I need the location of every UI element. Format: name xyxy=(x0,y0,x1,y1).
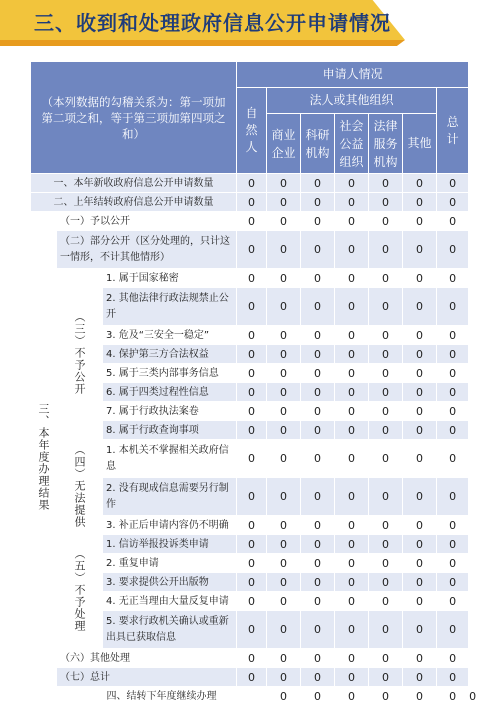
cell-value: 0 xyxy=(437,402,469,421)
cell-value: 0 xyxy=(403,649,437,668)
cell-value: 0 xyxy=(237,535,267,554)
cell-value: 0 xyxy=(267,649,301,668)
cell-value: 0 xyxy=(267,478,301,516)
row-label: 3. 要求提供公开出版物 xyxy=(103,573,237,592)
cell-value: 0 xyxy=(335,611,369,649)
cell-value: 0 xyxy=(403,269,437,288)
cell-value: 0 xyxy=(267,573,301,592)
cell-value: 0 xyxy=(335,649,369,668)
cell-value: 0 xyxy=(301,212,335,231)
cell-value: 0 xyxy=(437,478,469,516)
header-row-1 xyxy=(31,62,469,88)
cell-value: 0 xyxy=(369,326,403,345)
cell-value: 0 xyxy=(403,573,437,592)
cell-value: 0 xyxy=(369,364,403,383)
cell-value: 0 xyxy=(267,364,301,383)
row-label: 8. 属于行政查询事项 xyxy=(103,421,237,440)
cell-value: 0 xyxy=(437,212,469,231)
cell-value: 0 xyxy=(335,516,369,535)
table-row: 四、结转下年度继续办理 0 0 0 0 0 0 0 xyxy=(31,687,469,706)
cell-value: 0 xyxy=(403,364,437,383)
cell-value: 0 xyxy=(335,383,369,402)
row-label: 5. 属于三类内部事务信息 xyxy=(103,364,237,383)
cell-value: 0 xyxy=(403,212,437,231)
cell-value: 0 xyxy=(403,535,437,554)
section-title: 三、收到和处理政府信息公开申请情况 xyxy=(34,11,391,35)
cell-value: 0 xyxy=(437,554,469,573)
cell-value: 0 xyxy=(369,193,403,212)
row-label: 4. 无正当理由大量反复申请 xyxy=(103,592,237,611)
cell-value: 0 xyxy=(335,478,369,516)
cell-value: 0 xyxy=(369,611,403,649)
cell-value: 0 xyxy=(437,269,469,288)
cell-value: 0 xyxy=(237,554,267,573)
row-label: 3. 危及“三安全一稳定” xyxy=(103,326,237,345)
table-row xyxy=(31,193,469,212)
cell-value: 0 xyxy=(335,554,369,573)
row-label: 1. 信访举报投诉类申请 xyxy=(103,535,237,554)
cell-value: 0 xyxy=(267,421,301,440)
cell-value: 0 xyxy=(237,193,267,212)
cell-value: 0 xyxy=(369,402,403,421)
cell-value: 0 xyxy=(301,516,335,535)
banner-shadow xyxy=(0,40,405,46)
cell-value: 0 xyxy=(267,516,301,535)
cell-value: 0 xyxy=(403,174,437,193)
row-label: 2. 其他法律行政法规禁止公开 xyxy=(103,288,237,326)
header-research: 科研机构 xyxy=(301,114,335,174)
cell-value: 0 xyxy=(237,212,267,231)
row-label: 1. 本机关不掌握相关政府信息 xyxy=(103,440,237,478)
cell-value: 0 xyxy=(403,288,437,326)
cell-value: 0 xyxy=(403,193,437,212)
cell-value: 0 xyxy=(267,288,301,326)
cell-value: 0 xyxy=(437,592,469,611)
header-legal-service: 法律服务机构 xyxy=(369,114,403,174)
cell-value: 0 xyxy=(335,269,369,288)
cell-value: 0 xyxy=(237,402,267,421)
cell-value: 0 xyxy=(369,212,403,231)
table-row xyxy=(31,535,469,554)
row-label: 7. 属于行政执法案卷 xyxy=(103,402,237,421)
cell-value: 0 xyxy=(369,421,403,440)
row-label: 二、上年结转政府信息公开申请数量 xyxy=(31,193,237,212)
table-row xyxy=(31,668,469,687)
cell-value: 0 xyxy=(237,364,267,383)
cell-value: 0 xyxy=(403,421,437,440)
cell-value: 0 xyxy=(267,231,301,269)
cell-value: 0 xyxy=(437,573,469,592)
group-label-g3-4: （四）无法提供 xyxy=(57,440,103,535)
cell-value: 0 xyxy=(237,326,267,345)
cell-value: 0 xyxy=(369,668,403,687)
cell-value: 0 xyxy=(437,611,469,649)
cell-value: 0 xyxy=(237,440,267,478)
cell-value: 0 xyxy=(335,687,369,706)
cell-value: 0 xyxy=(267,212,301,231)
info-disclosure-table xyxy=(30,61,477,706)
cell-value: 0 xyxy=(301,383,335,402)
header-commercial: 商业企业 xyxy=(267,114,301,174)
group-label-g3: 三、本年度办理结果 xyxy=(31,212,57,706)
header-applicant: 申请人情况 xyxy=(237,62,469,88)
cell-value: 0 xyxy=(335,231,369,269)
cell-value: 0 xyxy=(301,687,335,706)
cell-value: 0 xyxy=(335,668,369,687)
row-label: 一、本年新收政府信息公开申请数量 xyxy=(31,174,237,193)
cell-value: 0 xyxy=(369,687,403,706)
header-total: 总计 xyxy=(437,88,469,174)
cell-value: 0 xyxy=(335,535,369,554)
cell-value: 0 xyxy=(237,383,267,402)
cell-value: 0 xyxy=(267,687,301,706)
cell-value: 0 xyxy=(437,326,469,345)
row-label: 2. 没有现成信息需要另行制作 xyxy=(103,478,237,516)
cell-value: 0 xyxy=(403,687,437,706)
cell-value: 0 xyxy=(335,440,369,478)
cell-value: 0 xyxy=(301,421,335,440)
cell-value: 0 xyxy=(369,383,403,402)
cell-value: 0 xyxy=(301,402,335,421)
cell-value: 0 xyxy=(267,193,301,212)
cell-value: 0 xyxy=(437,516,469,535)
cell-value: 0 xyxy=(237,573,267,592)
cell-value: 0 xyxy=(267,326,301,345)
cell-value: 0 xyxy=(369,269,403,288)
cell-value: 0 xyxy=(437,649,469,668)
cell-value: 0 xyxy=(267,269,301,288)
cell-value: 0 xyxy=(369,174,403,193)
row-label: 6. 属于四类过程性信息 xyxy=(103,383,237,402)
cell-value: 0 xyxy=(237,592,267,611)
table-row xyxy=(31,174,469,193)
cell-value: 0 xyxy=(301,345,335,364)
cell-value: 0 xyxy=(301,649,335,668)
cell-value: 0 xyxy=(267,402,301,421)
cell-value: 0 xyxy=(437,193,469,212)
cell-value: 0 xyxy=(301,611,335,649)
cell-value: 0 xyxy=(237,174,267,193)
group-label-g3-5: （五）不予处理 xyxy=(57,535,103,649)
cell-value: 0 xyxy=(335,326,369,345)
row-label: （七）总计 xyxy=(57,668,237,687)
table-row xyxy=(31,231,469,269)
header-other: 其他 xyxy=(403,114,437,174)
row-label: 2. 重复申请 xyxy=(103,554,237,573)
cell-value: 0 xyxy=(369,288,403,326)
cell-value: 0 xyxy=(437,364,469,383)
cell-value: 0 xyxy=(369,573,403,592)
cell-value: 0 xyxy=(301,326,335,345)
cell-value: 0 xyxy=(403,668,437,687)
cell-value: 0 xyxy=(437,288,469,326)
cell-value: 0 xyxy=(403,592,437,611)
cell-value: 0 xyxy=(403,345,437,364)
row-label: （六）其他处理 xyxy=(57,649,237,668)
cell-value: 0 xyxy=(335,288,369,326)
row-label: 5. 要求行政机关确认或重新出具已获取信息 xyxy=(103,611,237,649)
cell-value: 0 xyxy=(369,649,403,668)
cell-value: 0 xyxy=(403,231,437,269)
cell-value: 0 xyxy=(301,193,335,212)
header-note: （本列数据的勾稽关系为：第一项加第二项之和，等于第三项加第四项之和） xyxy=(31,62,237,174)
cell-value: 0 xyxy=(369,592,403,611)
table-row xyxy=(31,269,469,288)
row-label: 四、结转下年度继续办理 xyxy=(57,687,267,706)
cell-value: 0 xyxy=(267,611,301,649)
cell-value: 0 xyxy=(335,174,369,193)
cell-value: 0 xyxy=(369,516,403,535)
cell-value: 0 xyxy=(301,592,335,611)
cell-value: 0 xyxy=(301,364,335,383)
cell-value: 0 xyxy=(403,402,437,421)
cell-value: 0 xyxy=(267,440,301,478)
cell-value: 0 xyxy=(267,383,301,402)
cell-value: 0 xyxy=(403,611,437,649)
cell-value: 0 xyxy=(437,421,469,440)
table-row xyxy=(31,649,469,668)
cell-value: 0 xyxy=(301,668,335,687)
cell-value: 0 xyxy=(267,554,301,573)
cell-value: 0 xyxy=(237,516,267,535)
group-label-g3-3: （三）不予公开 xyxy=(57,269,103,440)
row-label: 1. 属于国家秘密 xyxy=(103,269,237,288)
header-natural-person: 自然人 xyxy=(237,88,267,174)
cell-value: 0 xyxy=(403,478,437,516)
header-legal-org: 法人或其他组织 xyxy=(267,88,437,114)
cell-value: 0 xyxy=(301,440,335,478)
cell-value: 0 xyxy=(237,421,267,440)
cell-value: 0 xyxy=(267,668,301,687)
info-disclosure-table-container xyxy=(30,61,477,706)
cell-value: 0 xyxy=(267,592,301,611)
cell-value: 0 xyxy=(237,231,267,269)
cell-value: 0 xyxy=(335,193,369,212)
cell-value: 0 xyxy=(335,402,369,421)
cell-value: 0 xyxy=(437,383,469,402)
section-banner xyxy=(0,0,405,46)
cell-value: 0 xyxy=(369,478,403,516)
row-label: （二）部分公开（区分处理的，只计这一情形，不计其他情形） xyxy=(57,231,237,269)
cell-value: 0 xyxy=(237,288,267,326)
row-label: （一）予以公开 xyxy=(57,212,237,231)
cell-value: 0 xyxy=(369,440,403,478)
cell-value: 0 xyxy=(301,478,335,516)
cell-value: 0 xyxy=(437,668,469,687)
cell-value: 0 xyxy=(403,516,437,535)
cell-value: 0 xyxy=(437,687,469,706)
row-label: 3. 补正后申请内容仍不明确 xyxy=(103,516,237,535)
cell-value: 0 xyxy=(237,478,267,516)
cell-value: 0 xyxy=(335,345,369,364)
cell-value: 0 xyxy=(335,592,369,611)
cell-value: 0 xyxy=(267,174,301,193)
cell-value: 0 xyxy=(403,440,437,478)
cell-value: 0 xyxy=(237,269,267,288)
cell-value: 0 xyxy=(437,174,469,193)
cell-value: 0 xyxy=(335,421,369,440)
cell-value: 0 xyxy=(267,535,301,554)
cell-value: 0 xyxy=(335,573,369,592)
cell-value: 0 xyxy=(237,611,267,649)
cell-value: 0 xyxy=(335,364,369,383)
cell-value: 0 xyxy=(437,231,469,269)
cell-value: 0 xyxy=(301,535,335,554)
cell-value: 0 xyxy=(237,345,267,364)
cell-value: 0 xyxy=(301,269,335,288)
cell-value: 0 xyxy=(301,288,335,326)
cell-value: 0 xyxy=(403,554,437,573)
cell-value: 0 xyxy=(301,231,335,269)
table-row xyxy=(31,212,469,231)
cell-value: 0 xyxy=(369,345,403,364)
cell-value: 0 xyxy=(335,212,369,231)
cell-value: 0 xyxy=(237,649,267,668)
cell-value: 0 xyxy=(437,345,469,364)
cell-value: 0 xyxy=(369,554,403,573)
cell-value: 0 xyxy=(237,668,267,687)
cell-value: 0 xyxy=(403,383,437,402)
cell-value: 0 xyxy=(301,554,335,573)
cell-value: 0 xyxy=(301,174,335,193)
cell-value: 0 xyxy=(437,440,469,478)
cell-value: 0 xyxy=(369,535,403,554)
table-row xyxy=(31,440,469,478)
cell-value: 0 xyxy=(267,345,301,364)
row-label: 4. 保护第三方合法权益 xyxy=(103,345,237,364)
cell-value: 0 xyxy=(437,535,469,554)
header-social: 社会公益组织 xyxy=(335,114,369,174)
cell-value: 0 xyxy=(369,231,403,269)
cell-value: 0 xyxy=(403,326,437,345)
cell-value: 0 xyxy=(301,573,335,592)
